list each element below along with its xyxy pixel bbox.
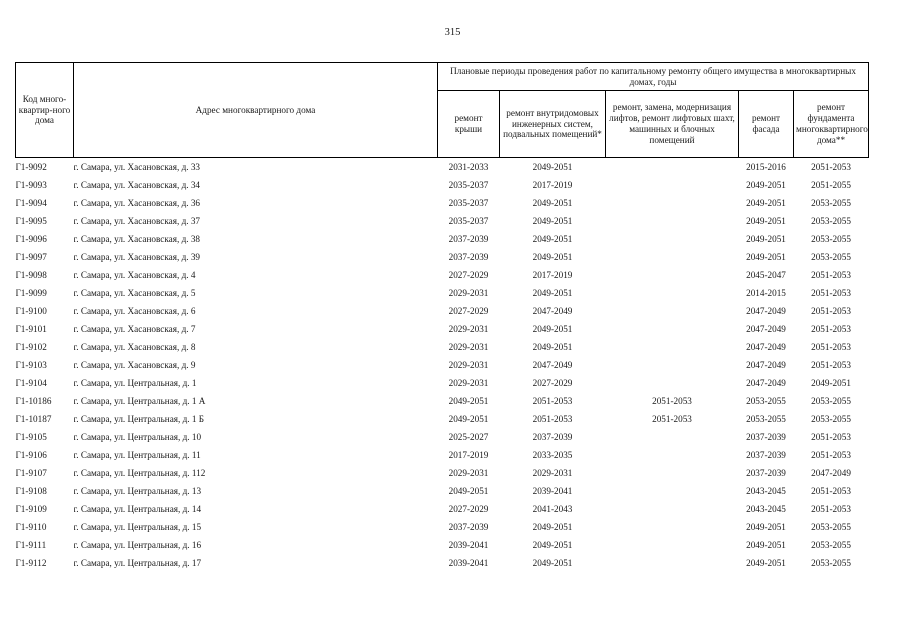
cell-foundation: 2051-2053 [811,432,851,442]
cell-roof: 2017-2019 [448,450,489,460]
cell-engineering: 2049-2051 [532,558,573,568]
cell-facade: 2047-2049 [746,378,786,388]
cell-facade: 2047-2049 [746,360,786,370]
cell-code: Г1-9111 [15,540,47,550]
cell-facade: 2053-2055 [746,396,786,406]
cell-foundation: 2051-2053 [811,288,851,298]
cell-engineering: 2049-2051 [532,522,573,532]
table-row [16,500,869,518]
cell-facade: 2047-2049 [746,342,786,352]
cell-code: Г1-9112 [15,558,47,568]
cell-roof: 2035-2037 [448,180,489,190]
table-row [16,356,869,374]
header-elevators: ремонт, замена, модернизация лифтов, ремонт лифтовых шахт, машинных и блочных помещений [606,91,739,158]
cell-facade: 2049-2051 [746,558,786,568]
table-row [16,554,869,572]
cell-code: Г1-9097 [15,252,47,262]
cell-elevators [606,482,739,500]
cell-foundation: 2053-2055 [811,540,851,550]
cell-roof: 2027-2029 [448,504,489,514]
cell-facade: 2014-2015 [746,288,786,298]
table-row [16,284,869,302]
cell-foundation: 2051-2053 [811,306,851,316]
cell-foundation: 2051-2053 [811,270,851,280]
cell-address: г. Самара, ул. Центральная, д. 1 А [73,396,206,406]
cell-code: Г1-9096 [15,234,47,244]
cell-address: г. Самара, ул. Хасановская, д. 37 [73,216,201,226]
cell-facade: 2043-2045 [746,504,786,514]
cell-facade: 2043-2045 [746,486,786,496]
cell-foundation: 2053-2055 [811,522,851,532]
cell-roof: 2029-2031 [448,378,489,388]
cell-roof: 2037-2039 [448,252,489,262]
table-row [16,194,869,212]
cell-address: г. Самара, ул. Центральная, д. 112 [73,468,206,478]
cell-roof: 2035-2037 [448,198,489,208]
cell-code: Г1-9094 [15,198,47,208]
cell-foundation: 2051-2053 [811,162,851,172]
cell-roof: 2027-2029 [448,270,489,280]
cell-elevators [606,212,739,230]
cell-roof: 2025-2027 [448,432,489,442]
cell-address: г. Самара, ул. Хасановская, д. 39 [73,252,201,262]
cell-facade: 2049-2051 [746,180,786,190]
table-row [16,518,869,536]
cell-facade: 2049-2051 [746,234,786,244]
cell-code: Г1-9093 [15,180,47,190]
cell-address: г. Самара, ул. Хасановская, д. 38 [73,234,201,244]
cell-code: Г1-9098 [15,270,47,280]
cell-facade: 2049-2051 [746,522,786,532]
cell-foundation: 2053-2055 [811,414,851,424]
cell-engineering: 2017-2019 [532,270,573,280]
cell-address: г. Самара, ул. Хасановская, д. 8 [73,342,196,352]
cell-code: Г1-9100 [15,306,47,316]
header-roof: ремонт крыши [438,91,500,158]
cell-elevators [606,230,739,248]
cell-roof: 2029-2031 [448,468,489,478]
table-row [16,176,869,194]
cell-address: г. Самара, ул. Центральная, д. 1 [73,378,197,388]
cell-code: Г1-9095 [15,216,47,226]
cell-foundation: 2047-2049 [811,468,851,478]
cell-roof: 2039-2041 [448,540,489,550]
cell-facade: 2037-2039 [746,450,786,460]
cell-facade: 2049-2051 [746,540,786,550]
cell-facade: 2045-2047 [746,270,786,280]
cell-foundation: 2051-2053 [811,342,851,352]
cell-engineering: 2039-2041 [532,486,573,496]
cell-engineering: 2029-2031 [532,468,573,478]
cell-foundation: 2049-2051 [811,378,851,388]
header-foundation: ремонт фундамента многоквартирного дома** [794,91,869,158]
capital-repair-table [15,62,869,572]
table-row [16,338,869,356]
cell-code: Г1-9105 [15,432,47,442]
cell-facade: 2049-2051 [746,216,786,226]
cell-elevators [606,194,739,212]
cell-engineering: 2017-2019 [532,180,573,190]
cell-foundation: 2051-2053 [811,360,851,370]
cell-address: г. Самара, ул. Хасановская, д. 34 [73,180,201,190]
cell-code: Г1-9102 [15,342,47,352]
header-engineering: ремонт внутридомовых инженерных систем, подвальных помещений* [500,91,606,158]
cell-roof: 2035-2037 [448,216,489,226]
cell-address: г. Самара, ул. Хасановская, д. 9 [73,360,196,370]
table-row [16,212,869,230]
cell-engineering: 2047-2049 [532,306,573,316]
cell-address: г. Самара, ул. Хасановская, д. 7 [73,324,196,334]
cell-facade: 2053-2055 [746,414,786,424]
cell-roof: 2029-2031 [448,288,489,298]
table-header [16,63,869,158]
cell-elevators [606,536,739,554]
cell-code: Г1-10186 [15,396,52,406]
cell-code: Г1-9110 [15,522,47,532]
cell-engineering: 2041-2043 [532,504,573,514]
table-row [16,266,869,284]
cell-elevators [606,338,739,356]
cell-facade: 2047-2049 [746,324,786,334]
cell-foundation: 2051-2053 [811,486,851,496]
cell-facade: 2049-2051 [746,252,786,262]
header-planned-periods: Плановые периоды проведения работ по капитальному ремонту общего имущества в многоквартирных домах, годы [438,63,869,91]
cell-code: Г1-9107 [15,468,47,478]
cell-address: г. Самара, ул. Центральная, д. 15 [73,522,202,532]
cell-code: Г1-9108 [15,486,47,496]
cell-address: г. Самара, ул. Хасановская, д. 4 [73,270,196,280]
cell-elevators [606,158,739,177]
cell-foundation: 2053-2055 [811,396,851,406]
cell-engineering: 2033-2035 [532,450,573,460]
cell-roof: 2029-2031 [448,324,489,334]
cell-elevators [606,320,739,338]
table-row [16,230,869,248]
cell-address: г. Самара, ул. Центральная, д. 10 [73,432,202,442]
cell-code: Г1-10187 [15,414,52,424]
cell-foundation: 2053-2055 [811,252,851,262]
cell-address: г. Самара, ул. Хасановская, д. 5 [73,288,196,298]
cell-roof: 2027-2029 [448,306,489,316]
cell-foundation: 2051-2055 [811,180,851,190]
cell-code: Г1-9099 [15,288,47,298]
cell-roof: 2049-2051 [448,486,489,496]
cell-elevators [606,284,739,302]
cell-facade: 2037-2039 [746,432,786,442]
table-row [16,302,869,320]
cell-foundation: 2053-2055 [811,198,851,208]
cell-elevators [606,248,739,266]
cell-address: г. Самара, ул. Центральная, д. 14 [73,504,202,514]
table-row [16,158,869,177]
cell-code: Г1-9092 [15,162,47,172]
cell-foundation: 2051-2053 [811,324,851,334]
cell-address: г. Самара, ул. Центральная, д. 16 [73,540,202,550]
cell-elevators [606,446,739,464]
table-row [16,320,869,338]
header-code: Код много-квартир-ного дома [16,63,74,158]
cell-facade: 2015-2016 [746,162,786,172]
cell-roof: 2037-2039 [448,522,489,532]
cell-address: г. Самара, ул. Центральная, д. 13 [73,486,202,496]
page-number: 315 [444,27,461,38]
cell-code: Г1-9104 [15,378,47,388]
table-row [16,374,869,392]
cell-engineering: 2051-2053 [532,396,573,406]
cell-elevators [606,176,739,194]
cell-elevators: 2051-2053 [652,414,692,424]
cell-foundation: 2053-2055 [811,234,851,244]
cell-address: г. Самара, ул. Центральная, д. 1 Б [73,414,205,424]
cell-engineering: 2047-2049 [532,360,573,370]
cell-address: г. Самара, ул. Центральная, д. 11 [73,450,201,460]
cell-elevators [606,374,739,392]
cell-elevators [606,500,739,518]
table-row [16,410,869,428]
cell-roof: 2049-2051 [448,414,489,424]
cell-elevators [606,518,739,536]
cell-code: Г1-9109 [15,504,47,514]
cell-roof: 2031-2033 [448,162,489,172]
cell-engineering: 2049-2051 [532,198,573,208]
table-row [16,428,869,446]
cell-engineering: 2027-2029 [532,378,573,388]
header-facade: ремонт фасада [739,91,794,158]
cell-engineering: 2049-2051 [532,162,573,172]
cell-engineering: 2049-2051 [532,342,573,352]
cell-roof: 2049-2051 [448,396,489,406]
cell-foundation: 2051-2053 [811,504,851,514]
header-address: Адрес многоквартирного дома [74,63,438,158]
table-row [16,464,869,482]
cell-elevators [606,302,739,320]
cell-code: Г1-9101 [15,324,47,334]
table-row [16,392,869,410]
cell-facade: 2037-2039 [746,468,786,478]
table-row [16,482,869,500]
cell-engineering: 2051-2053 [532,414,573,424]
cell-elevators [606,554,739,572]
cell-elevators [606,464,739,482]
cell-address: г. Самара, ул. Хасановская, д. 6 [73,306,196,316]
cell-engineering: 2037-2039 [532,432,573,442]
cell-engineering: 2049-2051 [532,216,573,226]
cell-engineering: 2049-2051 [532,234,573,244]
cell-engineering: 2049-2051 [532,540,573,550]
cell-elevators [606,266,739,284]
cell-facade: 2047-2049 [746,306,786,316]
cell-foundation: 2053-2055 [811,558,851,568]
cell-roof: 2029-2031 [448,342,489,352]
cell-foundation: 2053-2055 [811,216,851,226]
cell-roof: 2039-2041 [448,558,489,568]
cell-engineering: 2049-2051 [532,288,573,298]
cell-address: г. Самара, ул. Центральная, д. 17 [73,558,202,568]
cell-elevators [606,356,739,374]
cell-foundation: 2051-2053 [811,450,851,460]
table-row [16,248,869,266]
cell-engineering: 2049-2051 [532,252,573,262]
cell-elevators: 2051-2053 [652,396,692,406]
table-row [16,446,869,464]
cell-facade: 2049-2051 [746,198,786,208]
cell-code: Г1-9103 [15,360,47,370]
cell-roof: 2037-2039 [448,234,489,244]
table-row [16,536,869,554]
table-body [16,158,869,573]
cell-address: г. Самара, ул. Хасановская, д. 33 [73,162,201,172]
cell-engineering: 2049-2051 [532,324,573,334]
cell-address: г. Самара, ул. Хасановская, д. 36 [73,198,201,208]
cell-roof: 2029-2031 [448,360,489,370]
cell-elevators [606,428,739,446]
cell-code: Г1-9106 [15,450,47,460]
